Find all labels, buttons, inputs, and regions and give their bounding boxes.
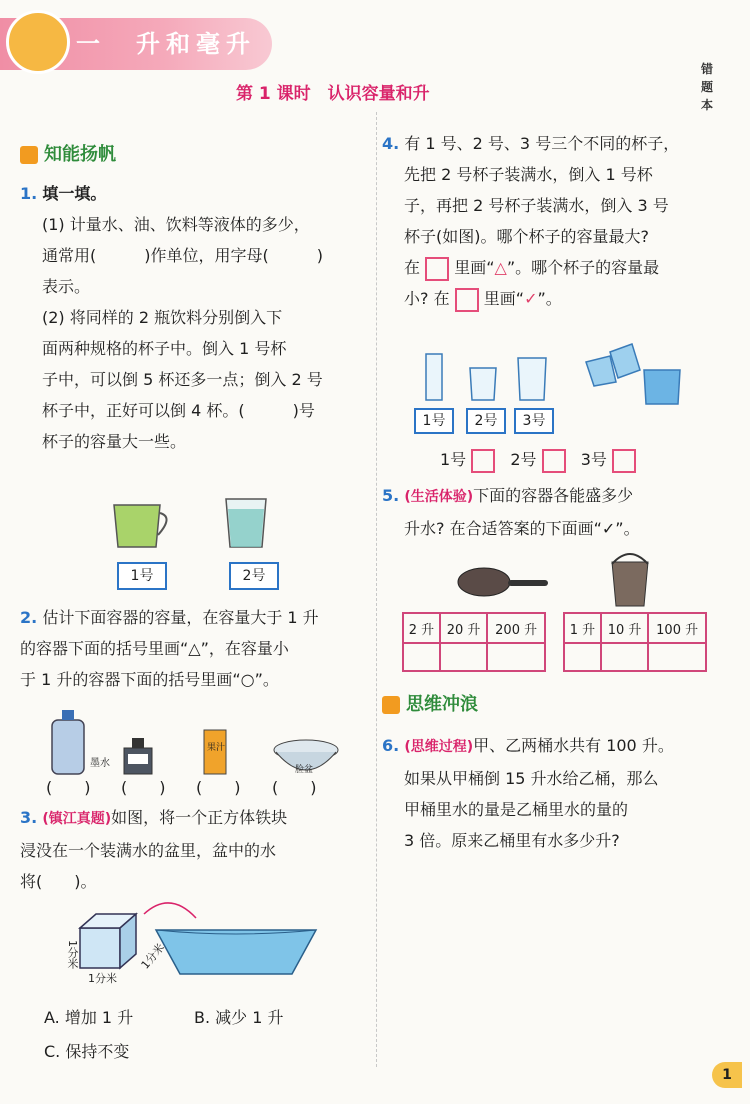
pouring-cup-icon — [586, 356, 616, 386]
answer-option: 2 升 — [403, 613, 440, 643]
answer-cell[interactable] — [440, 643, 487, 671]
cup-icon — [114, 505, 167, 547]
question-5 — [382, 480, 722, 544]
cup-label: 2号 — [466, 408, 506, 434]
q5-figure — [448, 550, 688, 610]
answer-blank[interactable]: ( ) — [46, 778, 91, 797]
juice-label: 果汁 — [207, 743, 226, 753]
cup-label: 1号 — [414, 408, 454, 434]
answer-label: 3号 — [580, 450, 607, 469]
option-c[interactable]: C. 保持不变 — [44, 1042, 130, 1061]
medium-cup-icon — [518, 358, 546, 400]
side-tab-char: 错 — [700, 62, 713, 76]
cup-label: 2号 — [229, 562, 279, 590]
question-number: 4. — [382, 134, 400, 153]
q4-text: 杯子(如图)。哪个杯子的容量最大? — [404, 227, 649, 246]
q1-text: 面两种规格的杯子中。倒入 1 号杯 — [42, 339, 287, 358]
cube-width-label: 1分米 — [88, 972, 117, 985]
page-number: 1 — [712, 1062, 742, 1088]
q4-cups-figure — [410, 348, 710, 408]
answer-label: 2号 — [510, 450, 537, 469]
book-icon — [20, 146, 38, 164]
answer-option: 1 升 — [564, 613, 601, 643]
answer-row — [440, 444, 636, 475]
option-a[interactable]: A. 增加 1 升 — [44, 1008, 134, 1027]
basin-label: 脸盆 — [295, 765, 314, 775]
question-number: 6. — [382, 736, 400, 755]
side-tab-char: 本 — [700, 98, 713, 112]
q6-text: 甲、乙两桶水共有 100 升。 — [473, 736, 674, 755]
q3-text: 如图，将一个正方体铁块 — [111, 808, 288, 827]
answer-box[interactable] — [542, 449, 566, 473]
answer-box[interactable] — [455, 288, 479, 312]
q1-text: (1) 计量水、油、饮料等液体的多少， — [42, 215, 310, 234]
q1-text: 杯子的容量大一些。 — [42, 432, 187, 451]
question-4 — [382, 128, 712, 314]
column-divider — [376, 112, 377, 1067]
answer-option: 100 升 — [648, 613, 706, 643]
q5-text: 升水? 在合适答案的下面画“✓”。 — [404, 519, 640, 538]
answer-cell[interactable] — [564, 643, 601, 671]
pan-answer-table — [402, 612, 546, 672]
bucket-answer-table — [563, 612, 707, 672]
arrow-icon — [144, 903, 196, 918]
question-tag: (镇江真题) — [42, 811, 112, 827]
section-heading: 知能扬帆 — [20, 140, 116, 166]
short-cup-icon — [470, 368, 496, 400]
cup-label: 3号 — [514, 408, 554, 434]
q4-text: 在 — [404, 258, 421, 277]
answer-blank[interactable]: ( ) — [121, 778, 166, 797]
question-3 — [20, 802, 372, 897]
question-number: 1. — [20, 184, 38, 203]
q3-text: 浸没在一个装满水的盆里，盆中的水 — [20, 841, 277, 860]
q1-text: 杯子中，正好可以倒 4 杯。( )号 — [42, 401, 315, 420]
q2-text: 于 1 升的容器下面的括号里画“○”。 — [20, 670, 279, 689]
ink-bottle-icon — [124, 738, 152, 774]
cup-label: 1号 — [117, 562, 167, 590]
answer-option: 200 升 — [487, 613, 545, 643]
side-tab — [694, 60, 720, 114]
glass-icon — [226, 499, 266, 547]
answer-label: 1号 — [440, 450, 467, 469]
q4-text: 有 1 号、2 号、3 号三个不同的杯子， — [404, 134, 680, 153]
q5-text: 下面的容器各能盛多少 — [473, 486, 634, 505]
full-cup-icon — [644, 370, 680, 404]
chapter-title: 一 升和毫升 — [76, 30, 256, 58]
answer-cell[interactable] — [487, 643, 545, 671]
water-basin-icon — [156, 930, 316, 974]
question-1 — [20, 178, 370, 457]
q4-text: 里画“ — [483, 289, 525, 308]
q4-text: 小? 在 — [404, 289, 450, 308]
ink-label: 墨水 — [90, 758, 110, 769]
check-icon: ✓ — [524, 289, 538, 308]
q2-text: 估计下面容器的容量，在容量大于 1 升 — [42, 608, 319, 627]
answer-box[interactable] — [425, 257, 449, 281]
tall-cup-icon — [426, 354, 442, 400]
q1-text: 通常用( )作单位，用字母( ) — [42, 246, 323, 265]
bucket-icon — [612, 554, 648, 606]
q1-text: (2) 将同样的 2 瓶饮料分别倒入下 — [42, 308, 283, 327]
q4-text: ”。 — [537, 289, 562, 308]
answer-option: 10 升 — [601, 613, 648, 643]
answer-box[interactable] — [612, 449, 636, 473]
q1-text: 表示。 — [42, 277, 91, 296]
side-tab-char: 题 — [700, 80, 713, 94]
answer-option: 20 升 — [440, 613, 487, 643]
q4-text: ”。哪个杯子的容量最 — [506, 258, 660, 277]
q4-text: 先把 2 号杯子装满水，倒入 1 号杯 — [404, 165, 653, 184]
answer-cell[interactable] — [403, 643, 440, 671]
question-number: 3. — [20, 808, 38, 827]
question-tag: (思维过程) — [404, 739, 474, 755]
question-tag: (生活体验) — [404, 489, 474, 505]
book-icon — [382, 696, 400, 714]
lesson-title: 第 1 课时 认识容量和升 — [236, 84, 430, 104]
question-number: 5. — [382, 486, 400, 505]
q6-text: 甲桶里水的量是乙桶里水的量的 — [404, 800, 629, 819]
frying-pan-icon — [458, 568, 548, 596]
cube-depth-label: 1分米 — [138, 941, 168, 972]
banner-decoration — [6, 10, 70, 74]
question-title: 填一填。 — [42, 184, 107, 203]
water-jug-icon — [52, 710, 84, 774]
answer-cell[interactable] — [648, 643, 706, 671]
answer-box[interactable] — [471, 449, 495, 473]
q2-containers-figure — [44, 708, 334, 780]
answer-blank[interactable]: ( ) — [196, 778, 241, 797]
cube-icon — [80, 914, 136, 968]
question-6 — [382, 730, 722, 856]
q4-text: 里画“ — [454, 258, 495, 277]
triangle-icon: △ — [494, 258, 507, 277]
option-b[interactable]: B. 减少 1 升 — [194, 1008, 284, 1027]
q6-text: 3 倍。原来乙桶里有水多少升? — [404, 831, 620, 850]
q1-text: 子中，可以倒 5 杯还多一点；倒入 2 号 — [42, 370, 323, 389]
question-number: 2. — [20, 608, 38, 627]
answer-blank[interactable]: ( ) — [272, 778, 317, 797]
q2-text: 的容器下面的括号里画“△”，在容量小 — [20, 639, 289, 658]
answer-cell[interactable] — [601, 643, 648, 671]
q6-text: 如果从甲桶倒 15 升水给乙桶，那么 — [404, 769, 659, 788]
q3-text: 将( )。 — [20, 872, 97, 891]
section-heading: 思维冲浪 — [382, 690, 478, 716]
q4-text: 子，再把 2 号杯子装满水，倒入 3 号 — [404, 196, 669, 215]
question-2 — [20, 602, 370, 695]
cube-height-label: 1分米 — [66, 940, 79, 969]
